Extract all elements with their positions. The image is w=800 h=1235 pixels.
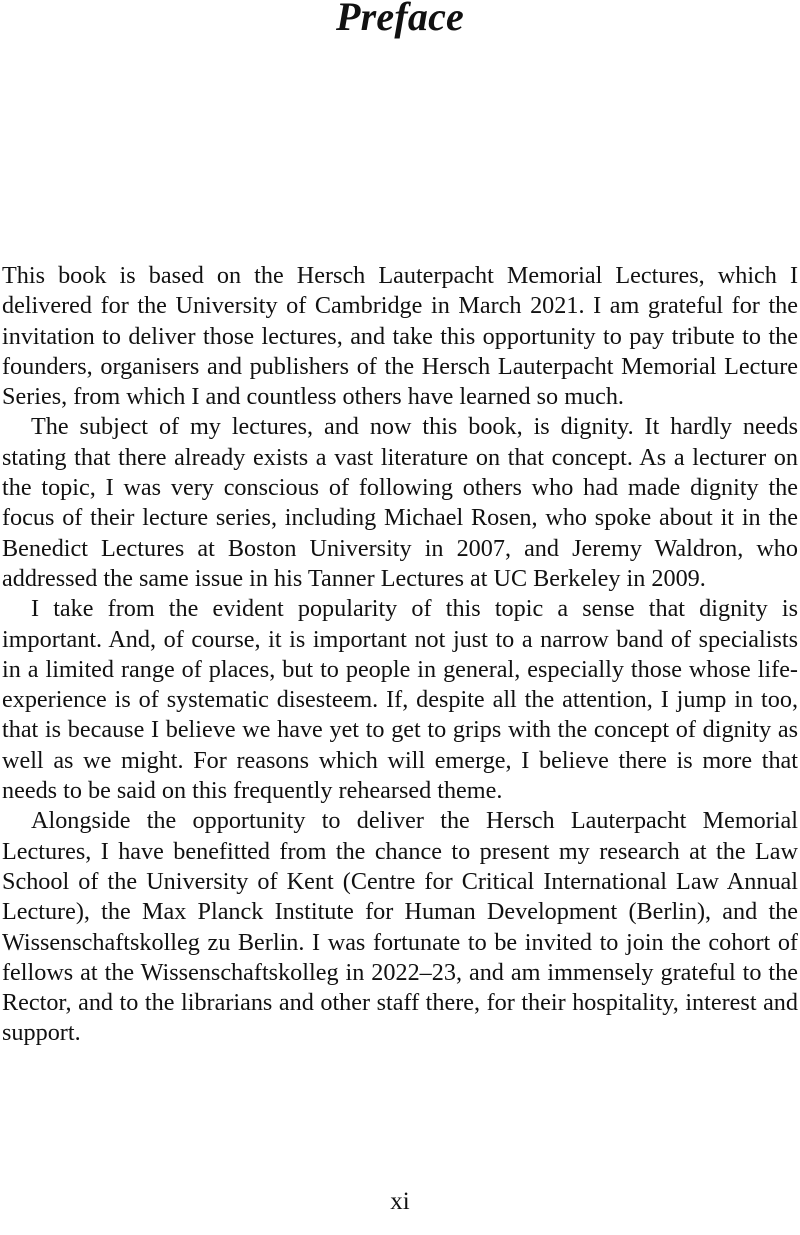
paragraph-2: The subject of my lectures, and now this book, is dignity. It hardly needs stating that there already exists a vast literature on that concept. As a lecturer on the topic, I was very conscious of following others who had made dignity the focus of their lecture series, including Michael Rosen, who spoke about it in the Benedict Lectures at Boston University in 2007, and Jeremy Waldron, who addressed the same issue in his Tanner Lectures at UC Berkeley in 2009. <box>2 413 798 592</box>
paragraph-3: I take from the evident popularity of this topic a sense that dignity is important. And, of course, it is important not just to a narrow band of specialists in a limited range of places, but to people in general, especially those whose life-experience is of systematic disesteem. If, despite all the attention, I jump in too, that is because I believe we have yet to get to grips with the concept of dignity as well as we might. For reasons which will emerge, I believe there is more that needs to be said on this frequently rehearsed theme. <box>2 595 798 805</box>
page-number: xi <box>390 1188 410 1215</box>
paragraph-4: Alongside the opportunity to deliver the Hersch Lauterpacht Memorial Lectures, I have benefitted from the chance to present my research at the Law School of the University of Kent (Centre for Critical International Law Annual Lecture), the Max Planck Institute for Human Development (Berlin), and the Wissenschaftskolleg zu Berlin. I was fortunate to be invited to join the cohort of fellows at the Wissenschaftskolleg in 2022–23, and am immensely grateful to the Rector, and to the librarians and other staff there, for their hospitality, interest and support. <box>2 807 798 1047</box>
paragraph-1: This book is based on the Hersch Lauterpacht Memorial Lectures, which I delivered for the University of Cambridge in March 2021. I am grateful for the invitation to deliver those lectures, and take this opportunity to pay tribute to the founders, organisers and publishers of the Hersch Lauterpacht Memorial Lecture Series, from which I and countless others have learned so much. <box>2 262 798 411</box>
page-title: Preface <box>336 0 464 39</box>
preface-body <box>2 261 798 1049</box>
